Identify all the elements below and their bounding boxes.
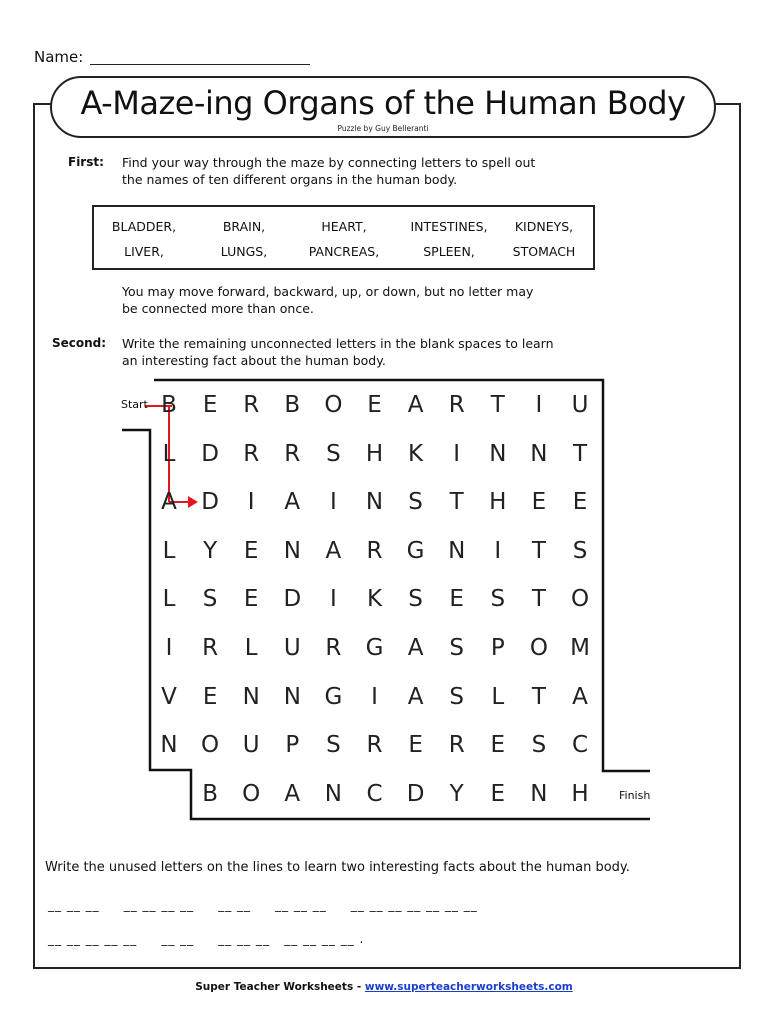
maze-letter: R bbox=[284, 440, 301, 467]
maze-letter: N bbox=[489, 440, 507, 467]
organ-word: INTESTINES, bbox=[410, 219, 488, 234]
maze-letter: R bbox=[243, 392, 260, 418]
maze-letter: I bbox=[329, 489, 337, 516]
maze-letter: D bbox=[406, 780, 425, 807]
maze-letter: A bbox=[407, 683, 424, 710]
maze-letter: B bbox=[161, 392, 177, 418]
maze-letter: K bbox=[408, 440, 424, 467]
first-instruction: Find your way through the maze by connecting letters to spell out the names of ten different organs in the human body. bbox=[122, 155, 536, 187]
maze-letter: R bbox=[448, 392, 465, 418]
footer-brand: Super Teacher Worksheets - bbox=[195, 981, 365, 993]
maze-letter: E bbox=[202, 392, 218, 418]
maze-letter: L bbox=[244, 635, 258, 661]
maze-letter: N bbox=[242, 683, 260, 710]
maze-letter: H bbox=[489, 489, 507, 516]
second-label: Second: bbox=[52, 336, 107, 350]
organ-word: PANCREAS, bbox=[308, 244, 380, 259]
maze-letter: M bbox=[570, 635, 590, 661]
maze-letter: S bbox=[531, 732, 547, 759]
maze-letter: O bbox=[570, 586, 590, 613]
maze-letter: O bbox=[201, 732, 220, 759]
maze-letter: A bbox=[325, 537, 342, 564]
maze-letter: D bbox=[201, 489, 219, 516]
maze-letter: N bbox=[448, 537, 466, 564]
maze-letter: N bbox=[365, 489, 384, 516]
organ-word: BRAIN, bbox=[222, 219, 266, 234]
footer-link[interactable]: www.superteacherworksheets.com bbox=[364, 981, 573, 993]
byline: Puzzle by Guy Belleranti bbox=[337, 124, 429, 133]
organ-word: KIDNEYS, bbox=[514, 219, 574, 234]
maze-letter: U bbox=[242, 732, 260, 759]
maze-letter: A bbox=[407, 392, 424, 418]
maze-letter: E bbox=[243, 586, 259, 613]
maze-letter: E bbox=[202, 683, 218, 710]
maze-letter: R bbox=[202, 635, 219, 661]
maze-letter: A bbox=[161, 489, 177, 516]
first-label: First: bbox=[68, 155, 104, 169]
answer-blanks-line-1[interactable]: __ __ __ __ __ __ __ __ __ __ __ __ __ __ __ __ __ __ __ bbox=[48, 898, 478, 912]
maze-letter: K bbox=[366, 586, 383, 613]
maze-letter: R bbox=[243, 440, 260, 467]
maze-letter: H bbox=[365, 440, 384, 467]
maze-letter: T bbox=[449, 489, 464, 516]
maze-letter: H bbox=[571, 780, 589, 807]
maze-letter: I bbox=[494, 537, 502, 564]
maze-letter: G bbox=[406, 537, 425, 564]
maze-letter: S bbox=[202, 586, 218, 613]
maze-letter: E bbox=[572, 489, 588, 516]
maze-letter: I bbox=[453, 440, 461, 467]
maze-letter: I bbox=[329, 586, 337, 613]
maze-letter: A bbox=[284, 780, 301, 807]
maze-letter: L bbox=[162, 537, 176, 564]
maze-letter: I bbox=[535, 392, 543, 418]
finish-label: Finish bbox=[619, 789, 651, 802]
maze-letter: N bbox=[283, 683, 301, 710]
maze-letter: A bbox=[284, 489, 301, 516]
maze-letter: E bbox=[531, 489, 547, 516]
maze-letter: O bbox=[324, 392, 343, 418]
maze-letter: D bbox=[201, 440, 219, 467]
maze-letter: S bbox=[408, 489, 423, 516]
maze-letter: T bbox=[490, 392, 505, 418]
maze-letter: U bbox=[283, 635, 301, 661]
maze-letter: G bbox=[365, 635, 384, 661]
organ-word: STOMACH bbox=[512, 244, 576, 259]
maze-letter: R bbox=[325, 635, 342, 661]
organ-word: BLADDER, bbox=[111, 219, 177, 234]
answer-blanks-line-2[interactable]: __ __ __ __ __ __ __ __ __ __ __ __ __ __ . bbox=[48, 932, 365, 946]
maze-letter: D bbox=[283, 586, 302, 613]
organ-word: LIVER, bbox=[124, 244, 164, 259]
maze-letter: E bbox=[449, 586, 464, 613]
maze-letter: E bbox=[408, 732, 423, 759]
name-label: Name: bbox=[34, 48, 84, 66]
organ-word: LUNGS, bbox=[220, 244, 268, 259]
organ-word: SPLEEN, bbox=[423, 244, 475, 259]
maze-letter: C bbox=[366, 780, 383, 807]
maze-letter: C bbox=[571, 732, 589, 759]
maze-letter: O bbox=[529, 635, 548, 661]
answer-instruction: Write the unused letters on the lines to learn two interesting facts about the human body. bbox=[45, 860, 630, 875]
start-label: Start bbox=[121, 398, 148, 411]
maze-letter: P bbox=[285, 732, 300, 759]
maze-letter: S bbox=[326, 440, 341, 467]
second-instruction: Write the remaining unconnected letters in the blank spaces to learn an interesting fact about the human body. bbox=[122, 336, 554, 368]
maze-letter: S bbox=[326, 732, 341, 759]
maze-letter: T bbox=[572, 440, 588, 467]
maze-letter: R bbox=[366, 537, 383, 564]
page-title: A-Maze-ing Organs of the Human Body bbox=[80, 84, 686, 122]
maze-letter: A bbox=[572, 683, 588, 710]
maze-letter: P bbox=[490, 635, 505, 661]
maze-letter: N bbox=[530, 440, 548, 467]
maze-letter: I bbox=[165, 635, 173, 661]
move-instruction: You may move forward, backward, up, or down, but no letter may be connected more than once. bbox=[122, 284, 534, 316]
maze-letter: B bbox=[284, 392, 301, 418]
maze-letter: U bbox=[571, 392, 589, 418]
maze-letter: L bbox=[491, 683, 505, 710]
maze-letter: N bbox=[530, 780, 548, 807]
maze-letter: T bbox=[531, 683, 546, 710]
maze-letter: V bbox=[161, 683, 177, 710]
maze-letter: T bbox=[531, 537, 546, 564]
maze-letter: I bbox=[371, 683, 378, 710]
organ-word: HEART, bbox=[321, 219, 367, 234]
maze-letter: T bbox=[531, 586, 546, 613]
footer bbox=[0, 981, 768, 993]
maze-letter: L bbox=[162, 586, 176, 613]
maze-letter: N bbox=[324, 780, 342, 807]
maze-letter: S bbox=[572, 537, 588, 564]
maze-letter: R bbox=[448, 732, 465, 759]
maze-letter: Y bbox=[449, 780, 464, 807]
maze-letter: I bbox=[247, 489, 255, 516]
maze-letter: S bbox=[449, 683, 464, 710]
maze-letter: O bbox=[242, 780, 261, 807]
maze-letter: N bbox=[283, 537, 301, 564]
maze-letter: S bbox=[490, 586, 506, 613]
maze-letter: S bbox=[449, 635, 464, 661]
maze-letter: E bbox=[243, 537, 259, 564]
maze-letter: N bbox=[160, 732, 178, 759]
maze-letter: Y bbox=[203, 537, 218, 564]
maze-letter: E bbox=[490, 780, 506, 807]
maze-letter: E bbox=[490, 732, 506, 759]
maze-letter: B bbox=[202, 780, 218, 807]
maze-letter: E bbox=[367, 392, 382, 418]
maze-letter: G bbox=[324, 683, 343, 710]
maze-letter: A bbox=[407, 635, 424, 661]
maze-letter: S bbox=[408, 586, 423, 613]
maze-letter: L bbox=[162, 440, 176, 467]
maze-letter: R bbox=[366, 732, 383, 759]
